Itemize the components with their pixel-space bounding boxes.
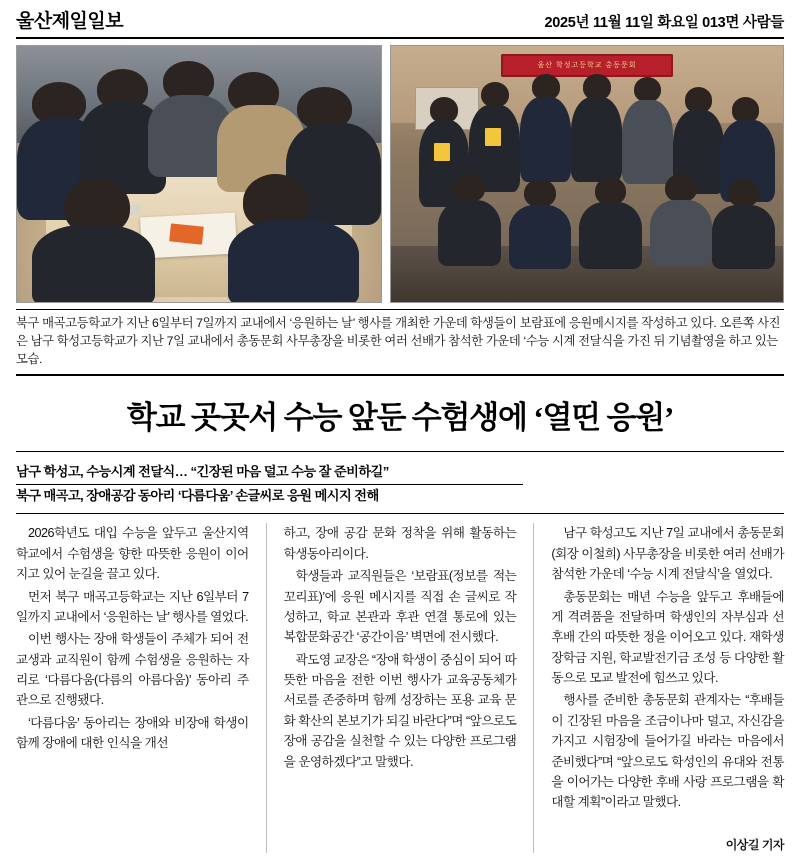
column-divider xyxy=(533,523,534,853)
subhead-bottom-rule xyxy=(16,513,784,514)
body-column-1 xyxy=(16,523,249,853)
photo-right-person-body xyxy=(520,97,571,181)
photo-row xyxy=(16,45,784,303)
body-column-3 xyxy=(551,523,784,853)
photo-right-person-body xyxy=(622,100,673,184)
photo-classroom-encouragement xyxy=(16,45,382,303)
masthead xyxy=(16,0,784,37)
paragraph: 먼저 북구 매곡고등학교는 지난 6일부터 7일까지 교내에서 ‘응원하는 날’ 행사를 열었다. xyxy=(16,589,249,624)
paragraph: 이번 행사는 장애 학생들이 주체가 되어 전교생과 교직원이 함께 수험생을 응원하는 자리로 ‘다름다움(다름의 아름다움)’ 동아리 주관으로 진행됐다. xyxy=(16,632,249,708)
photo-right-yellow-card xyxy=(434,143,450,161)
article-headline: 학교 곳곳서 수능 앞둔 수험생에 ‘열띤 응원’ xyxy=(126,400,674,436)
photo-right-student-body xyxy=(712,205,775,269)
newspaper-title: 울산제일일보 xyxy=(16,11,124,32)
photo-right-banner xyxy=(501,54,673,77)
paragraph: 행사를 준비한 총동문회 관계자는 “후배들이 긴장된 마음을 조금이나마 덜고, 자신감을 가지고 시험장에 들어가길 바라는 마음에서 준비했다”며 “앞으로도 학성인의 유대와 전통을 이어가는 다양한 후배 사랑 프로그램을 확대할 계획”이라고 말했다. xyxy=(551,693,784,810)
photo-group-watch-ceremony xyxy=(390,45,784,303)
photo-right-person-body xyxy=(571,97,622,181)
issue-date-page: 2025년 11월 11일 화요일 013면 사람들 xyxy=(544,15,784,31)
subhead-1: 남구 학성고, 수능시계 전달식… “긴장된 마음 덜고 수능 잘 준비하길” xyxy=(16,464,389,480)
photo-right-student-head xyxy=(595,177,626,205)
photo-right-person-head xyxy=(430,97,457,123)
paragraph: 2026학년도 대입 수능을 앞두고 울산지역 학교에서 수험생을 향한 따뜻한 응원이 이어지고 있어 눈길을 끌고 있다. xyxy=(16,526,249,582)
paragraph: ‘다름다움’ 동아리는 장애와 비장애 학생이 함께 장애에 대한 인식을 개선 xyxy=(16,715,249,751)
photo-right-banner-text: 울산 학성고등학교 총동문회 xyxy=(537,62,637,70)
photo-right-student-head xyxy=(524,179,555,207)
photo-left-student-body-front xyxy=(32,225,156,303)
column-divider xyxy=(266,523,267,853)
photo-right-student-body xyxy=(579,202,642,269)
subhead-2: 북구 매곡고, 장애공감 동아리 ‘다름다움’ 손글씨로 응원 메시지 전해 xyxy=(16,487,379,503)
photo-right-student-body xyxy=(650,200,713,267)
photo-right-student-body xyxy=(509,205,572,269)
paragraph: 하고, 장애 공감 문화 정착을 위해 활동하는 학생동아리이다. xyxy=(283,526,517,561)
photo-right-yellow-card xyxy=(485,128,501,146)
photo-right-person-head xyxy=(732,97,759,123)
photo-right-student-head xyxy=(454,174,485,202)
body-column-2 xyxy=(284,523,517,853)
photo-right-student-head xyxy=(728,179,759,207)
article-body xyxy=(16,523,784,853)
photo-right-person-head xyxy=(481,82,508,108)
photo-right-student-head xyxy=(665,174,696,202)
photo-caption: 북구 매곡고등학교가 지난 6일부터 7일까지 교내에서 ‘응원하는 날’ 행사를 개최한 가운데 학생들이 보람표에 응원메시지를 작성하고 있다. 오른쪽 사진은 남구 학성고등학교가 지난 7일 교내에서 총동문회 사무총장을 비롯한 여러 선배가 참석한 가운데 ‘수능 시계 전달식을 가진 뒤 기념촬영을 하고 있는 모습. xyxy=(16,316,781,366)
masthead-divider xyxy=(16,37,784,39)
photo-left-student-body-front xyxy=(228,220,359,303)
subhead-block xyxy=(16,452,523,513)
paragraph: 남구 학성고도 지난 7일 교내에서 총동문회(회장 이철희) 사무총장을 비롯한 여러 선배가 참석한 가운데 ‘수능 시계 전달식’을 열었다. xyxy=(551,526,784,582)
photo-right-person-head xyxy=(685,87,712,113)
photo-right-person-head xyxy=(583,74,610,100)
photo-right-person-head xyxy=(532,74,559,100)
photo-right-student-body xyxy=(438,200,501,267)
paragraph: 곽도영 교장은 “장애 학생이 중심이 되어 따뜻한 마음을 전한 이번 행사가 교육공동체가 서로를 존중하며 함께 성장하는 포용 교육 문화 확산의 본보기가 되길 바란다”며 “앞으로도 장애 공감을 실천할 수 있는 다양한 프로그램을 운영하겠다”고 말했다. xyxy=(283,652,517,769)
photo-left-orange-note xyxy=(169,224,203,245)
article-byline: 이상길 기자 xyxy=(725,837,784,852)
paragraph: 학생들과 교직원들은 ‘보람표(정보를 적는 꼬리표)’에 응원 메시지를 직접 손 글씨로 작성하고, 학교 본관과 후관 연결 통로에 있는 복합문화공간 ‘공간이음’ 벽면에 전시했다. xyxy=(283,569,517,645)
photo-right-person-head xyxy=(634,77,661,103)
paragraph: 총동문회는 매년 수능을 앞두고 후배들에게 격려품을 전달하며 학생인의 자부심과 선후배 간의 따뜻한 정을 이어오고 있다. 재학생 장학금 지원, 학교발전기금 조성 등 다양한 활동으로 모교 발전에 힘쓰고 있다. xyxy=(551,589,784,686)
